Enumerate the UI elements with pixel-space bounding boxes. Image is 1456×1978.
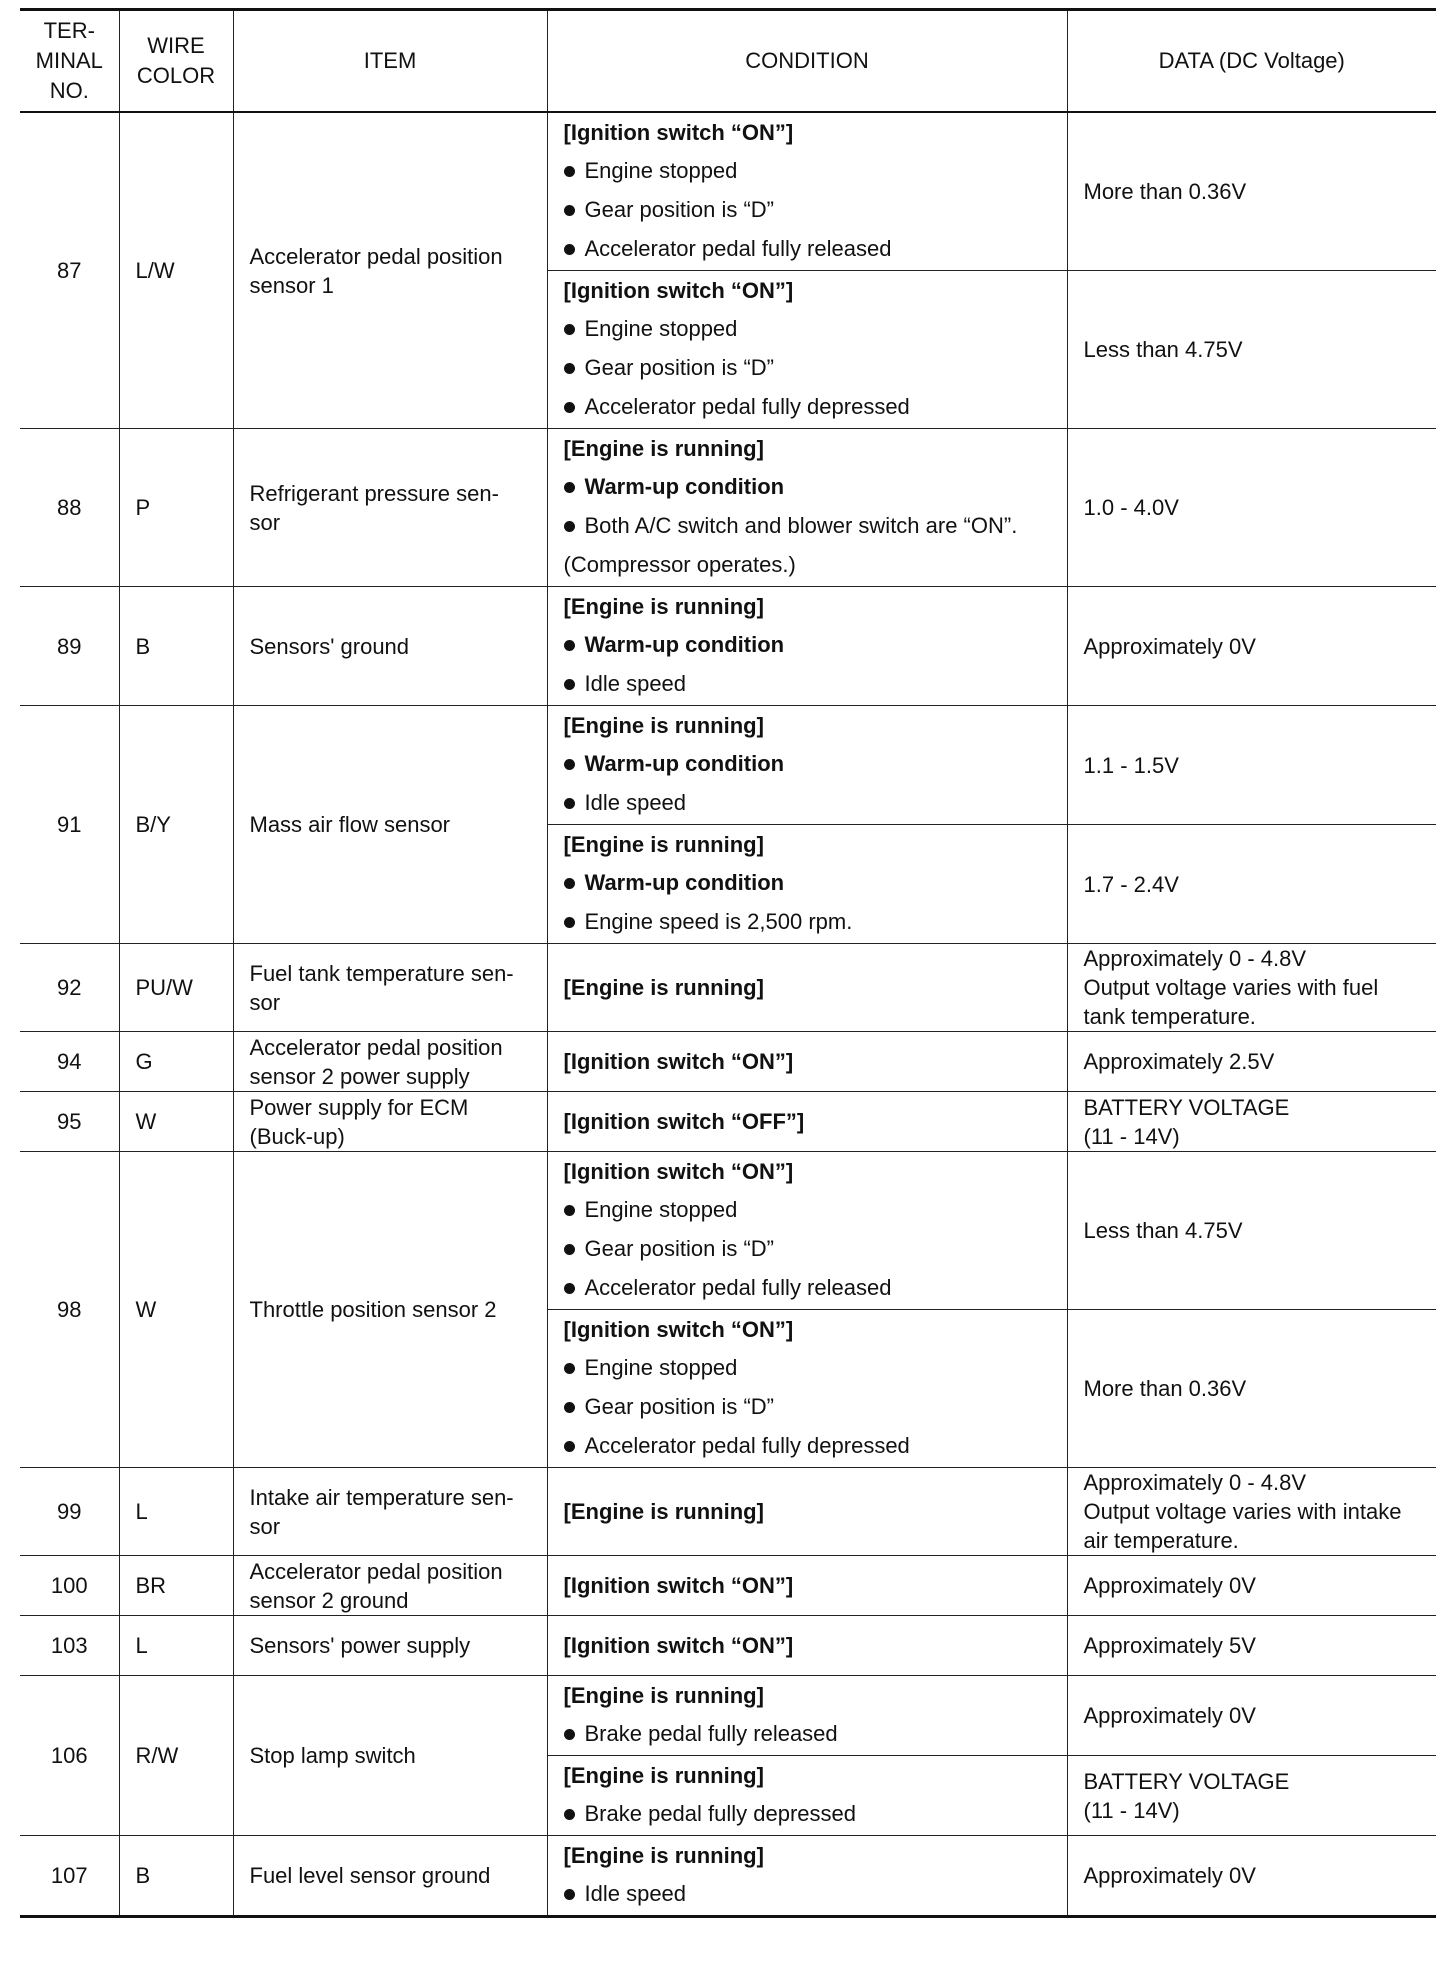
bullet-icon: [564, 1402, 575, 1413]
data-value: Approximately 0V: [1067, 587, 1436, 706]
bullet-icon: [564, 1205, 575, 1216]
data-value: BATTERY VOLTAGE (11 - 14V): [1067, 1092, 1436, 1152]
item-name: Throttle position sensor 2: [233, 1152, 547, 1468]
header-condition: CONDITION: [547, 10, 1067, 113]
data-value: 1.0 - 4.0V: [1067, 429, 1436, 587]
condition-line: [564, 744, 1055, 783]
data-value: BATTERY VOLTAGE (11 - 14V): [1067, 1756, 1436, 1836]
condition-text: Idle speed: [584, 790, 687, 815]
item-name: Refrigerant pressure sen- sor: [233, 429, 547, 587]
condition-cell: [547, 1468, 1067, 1556]
condition-line: [564, 229, 1055, 268]
condition-heading: [Engine is running]: [563, 594, 764, 619]
table-row: [20, 1152, 1436, 1310]
data-value: More than 0.36V: [1067, 112, 1436, 271]
terminal-no: 103: [20, 1616, 119, 1676]
ecm-terminal-table: [20, 8, 1436, 1918]
condition-cell: [547, 271, 1067, 429]
condition-text: Engine stopped: [584, 1355, 738, 1380]
data-value: 1.7 - 2.4V: [1067, 825, 1436, 944]
condition-cell: [547, 112, 1067, 271]
condition-text: Accelerator pedal fully released: [584, 236, 892, 261]
condition-cell: [547, 825, 1067, 944]
condition-line: [564, 1714, 1055, 1753]
table-header: [20, 10, 1436, 113]
condition-text: (Compressor operates.): [563, 552, 796, 577]
condition-heading: [Ignition switch “ON”]: [563, 1572, 794, 1598]
table-row: [20, 1092, 1436, 1152]
item-name: Power supply for ECM (Buck-up): [233, 1092, 547, 1152]
terminal-no: 99: [20, 1468, 119, 1556]
wire-color: B: [119, 1836, 233, 1917]
condition-line: [564, 190, 1055, 229]
condition-line: [564, 1387, 1055, 1426]
data-value: Approximately 0V: [1067, 1836, 1436, 1917]
condition-cell: [547, 944, 1067, 1032]
condition-line: [564, 348, 1055, 387]
condition-text: Gear position is “D”: [584, 355, 775, 380]
bullet-icon: [564, 1363, 575, 1374]
bullet-icon: [564, 482, 575, 493]
header-wire-color: WIRE COLOR: [119, 10, 233, 113]
table-row: [20, 944, 1436, 1032]
data-value: Approximately 0V: [1067, 1556, 1436, 1616]
condition-heading: [Ignition switch “ON”]: [563, 278, 794, 303]
condition-line: [564, 863, 1055, 902]
terminal-no: 89: [20, 587, 119, 706]
condition-line: [564, 664, 1055, 703]
condition-text: Engine speed is 2,500 rpm.: [584, 909, 853, 934]
condition-cell: [547, 1310, 1067, 1468]
condition-text: Brake pedal fully released: [584, 1721, 838, 1746]
condition-heading: [Engine is running]: [563, 713, 764, 738]
terminal-no: 92: [20, 944, 119, 1032]
condition-line: [564, 309, 1055, 348]
condition-text: Warm-up condition: [584, 751, 785, 776]
bullet-icon: [564, 679, 575, 690]
terminal-no: 98: [20, 1152, 119, 1468]
item-name: Accelerator pedal position sensor 2 power supply: [233, 1032, 547, 1092]
condition-line: [564, 1348, 1055, 1387]
table-row: [20, 706, 1436, 825]
condition-text: Idle speed: [584, 1881, 687, 1906]
item-name: Accelerator pedal position sensor 2 ground: [233, 1556, 547, 1616]
condition-heading: [Engine is running]: [563, 974, 764, 1000]
wire-color: B/Y: [119, 706, 233, 944]
condition-line: [564, 387, 1055, 426]
condition-cell: [547, 1556, 1067, 1616]
item-name: Mass air flow sensor: [233, 706, 547, 944]
item-name: Intake air temperature sen- sor: [233, 1468, 547, 1556]
condition-line: [564, 545, 1055, 584]
table-row: [20, 1836, 1436, 1917]
wire-color: W: [119, 1092, 233, 1152]
condition-text: Gear position is “D”: [584, 197, 775, 222]
bullet-icon: [564, 402, 575, 413]
terminal-no: 95: [20, 1092, 119, 1152]
condition-heading: [Engine is running]: [563, 1763, 764, 1788]
condition-cell: [547, 587, 1067, 706]
wire-color: W: [119, 1152, 233, 1468]
condition-heading: [Engine is running]: [563, 1683, 764, 1708]
bullet-icon: [564, 324, 575, 335]
table-row: [20, 1676, 1436, 1756]
condition-cell: [547, 1616, 1067, 1676]
header-row: [20, 10, 1436, 113]
condition-line: [564, 1268, 1055, 1307]
header-data: DATA (DC Voltage): [1067, 10, 1436, 113]
condition-line: [564, 151, 1055, 190]
data-value: Approximately 0V: [1067, 1676, 1436, 1756]
condition-line: [564, 1229, 1055, 1268]
condition-heading: [Ignition switch “ON”]: [563, 1159, 794, 1184]
wire-color: G: [119, 1032, 233, 1092]
terminal-no: 106: [20, 1676, 119, 1836]
wire-color: L/W: [119, 112, 233, 429]
condition-line: [564, 625, 1055, 664]
data-value: 1.1 - 1.5V: [1067, 706, 1436, 825]
condition-line: [564, 1874, 1055, 1913]
bullet-icon: [564, 1889, 575, 1900]
wire-color: P: [119, 429, 233, 587]
bullet-icon: [564, 1729, 575, 1740]
condition-cell: [547, 429, 1067, 587]
data-value: Approximately 0 - 4.8V Output voltage varies with fuel tank temperature.: [1067, 944, 1436, 1032]
condition-text: Both A/C switch and blower switch are “ON”.: [584, 513, 1018, 538]
table-row: [20, 1616, 1436, 1676]
bullet-icon: [564, 244, 575, 255]
condition-heading: [Engine is running]: [563, 1498, 764, 1524]
condition-text: Accelerator pedal fully released: [584, 1275, 892, 1300]
bullet-icon: [564, 759, 575, 770]
table-row: [20, 1032, 1436, 1092]
bullet-icon: [564, 363, 575, 374]
condition-heading: [Engine is running]: [563, 1843, 764, 1868]
terminal-no: 88: [20, 429, 119, 587]
item-name: Stop lamp switch: [233, 1676, 547, 1836]
condition-text: Gear position is “D”: [584, 1236, 775, 1261]
condition-heading: [Ignition switch “ON”]: [563, 1048, 794, 1074]
condition-line: [564, 467, 1055, 506]
table-row: [20, 112, 1436, 271]
bullet-icon: [564, 917, 575, 928]
bullet-icon: [564, 166, 575, 177]
condition-cell: [547, 1092, 1067, 1152]
condition-text: Idle speed: [584, 671, 687, 696]
table-row: [20, 1556, 1436, 1616]
terminal-no: 94: [20, 1032, 119, 1092]
terminal-no: 107: [20, 1836, 119, 1917]
condition-cell: [547, 1836, 1067, 1917]
terminal-no: 91: [20, 706, 119, 944]
data-value: Less than 4.75V: [1067, 1152, 1436, 1310]
wire-color: PU/W: [119, 944, 233, 1032]
condition-text: Brake pedal fully depressed: [584, 1801, 856, 1826]
item-name: Sensors' power supply: [233, 1616, 547, 1676]
condition-line: [564, 506, 1055, 545]
condition-heading: [Ignition switch “ON”]: [563, 1317, 794, 1342]
item-name: Fuel level sensor ground: [233, 1836, 547, 1917]
table-row: [20, 1468, 1436, 1556]
item-name: Fuel tank temperature sen- sor: [233, 944, 547, 1032]
condition-line: [564, 1426, 1055, 1465]
terminal-no: 87: [20, 112, 119, 429]
condition-cell: [547, 1676, 1067, 1756]
data-value: Less than 4.75V: [1067, 271, 1436, 429]
condition-text: Warm-up condition: [584, 632, 785, 657]
bullet-icon: [564, 640, 575, 651]
wire-color: BR: [119, 1556, 233, 1616]
bullet-icon: [564, 1283, 575, 1294]
condition-cell: [547, 1032, 1067, 1092]
bullet-icon: [564, 1809, 575, 1820]
condition-heading: [Ignition switch “OFF”]: [563, 1108, 805, 1134]
condition-text: Engine stopped: [584, 158, 738, 183]
condition-text: Warm-up condition: [584, 474, 785, 499]
wire-color: L: [119, 1616, 233, 1676]
header-terminal-no: TER- MINAL NO.: [20, 10, 119, 113]
data-value: Approximately 2.5V: [1067, 1032, 1436, 1092]
condition-line: [564, 1190, 1055, 1229]
data-value: Approximately 0 - 4.8V Output voltage varies with intake air temperature.: [1067, 1468, 1436, 1556]
condition-line: [564, 902, 1055, 941]
header-item: ITEM: [233, 10, 547, 113]
condition-heading: [Engine is running]: [563, 436, 764, 461]
table-row: [20, 429, 1436, 587]
condition-cell: [547, 1756, 1067, 1836]
item-name: Accelerator pedal position sensor 1: [233, 112, 547, 429]
bullet-icon: [564, 1244, 575, 1255]
terminal-no: 100: [20, 1556, 119, 1616]
table-body: [20, 112, 1436, 1917]
condition-text: Gear position is “D”: [584, 1394, 775, 1419]
item-name: Sensors' ground: [233, 587, 547, 706]
condition-heading: [Ignition switch “ON”]: [563, 1632, 794, 1658]
table-row: [20, 587, 1436, 706]
condition-text: Engine stopped: [584, 1197, 738, 1222]
condition-line: [564, 1794, 1055, 1833]
data-value: Approximately 5V: [1067, 1616, 1436, 1676]
wire-color: L: [119, 1468, 233, 1556]
condition-text: Accelerator pedal fully depressed: [584, 1433, 910, 1458]
condition-heading: [Ignition switch “ON”]: [563, 120, 794, 145]
bullet-icon: [564, 1441, 575, 1452]
condition-cell: [547, 706, 1067, 825]
bullet-icon: [564, 878, 575, 889]
condition-text: Accelerator pedal fully depressed: [584, 394, 910, 419]
wire-color: B: [119, 587, 233, 706]
condition-heading: [Engine is running]: [563, 832, 764, 857]
condition-text: Engine stopped: [584, 316, 738, 341]
bullet-icon: [564, 798, 575, 809]
bullet-icon: [564, 521, 575, 532]
bullet-icon: [564, 205, 575, 216]
condition-cell: [547, 1152, 1067, 1310]
wire-color: R/W: [119, 1676, 233, 1836]
condition-text: Warm-up condition: [584, 870, 785, 895]
condition-line: [564, 783, 1055, 822]
data-value: More than 0.36V: [1067, 1310, 1436, 1468]
